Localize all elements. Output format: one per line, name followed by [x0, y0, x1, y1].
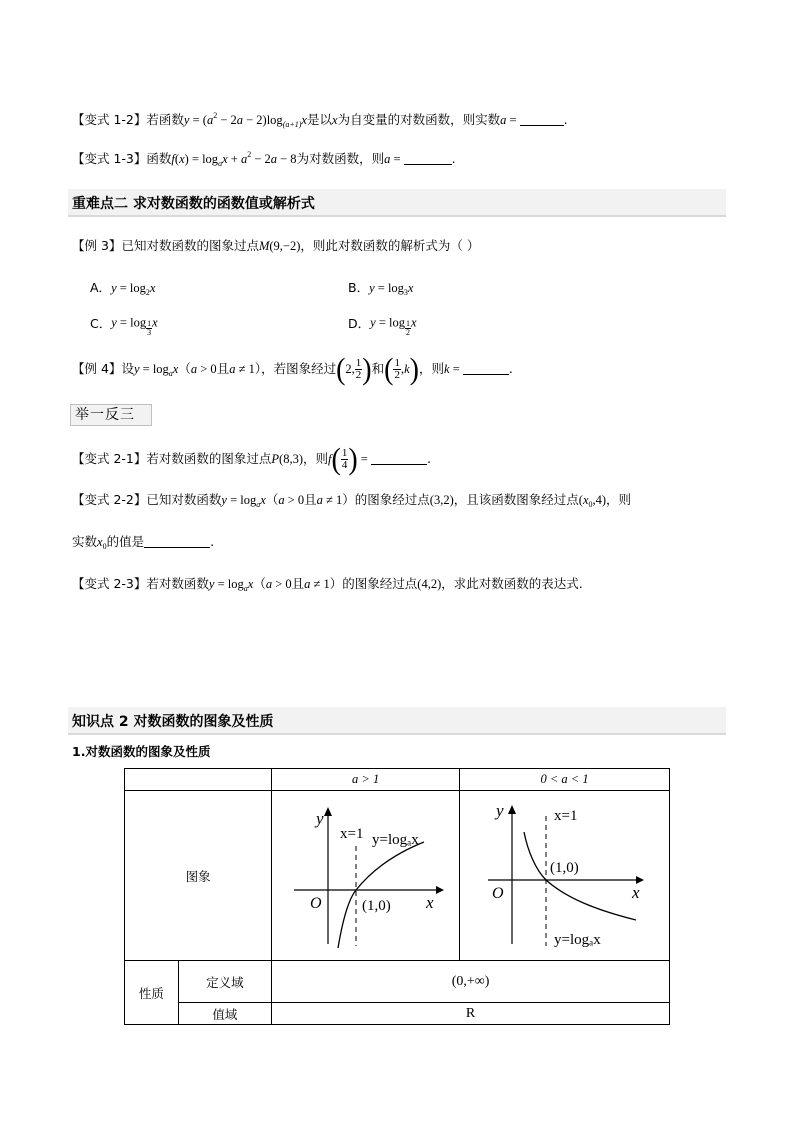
y-axis-label: y	[495, 801, 504, 820]
x-axis-label: x	[631, 883, 640, 902]
domain-value: (0,+∞)	[272, 961, 670, 1003]
col-header-a-lt-1: 0 < a < 1	[460, 769, 670, 791]
variant-2-2-line2: 实数$x_0$的值是 .	[72, 534, 215, 551]
log-graph-decreasing	[470, 794, 660, 954]
log-graph-increasing	[276, 794, 456, 954]
x-axis-arrow	[436, 886, 444, 894]
line-label: x=1	[553, 808, 578, 824]
graph-cell-a-gt-1	[272, 791, 460, 961]
example-3: 【例 3】已知对数函数的图象过点M(9,−2)，则此对数函数的解析式为（ ）	[72, 238, 480, 253]
properties-table	[124, 768, 670, 1025]
variant-1-2: 【变式 1-2】若函数$y = (a^2 - 2a - 2)\log_{(a+1)}x$是以x为自变量的对数函数，则实数a = .	[72, 111, 568, 129]
y-axis-arrow	[508, 805, 516, 814]
row-header-properties: 性质	[125, 961, 179, 1025]
point-label: (1,0)	[549, 860, 579, 876]
log-curve	[338, 842, 424, 948]
range-value: R	[272, 1003, 670, 1025]
practice-header	[70, 404, 152, 426]
variant-label: 【变式 2-3】	[72, 576, 147, 591]
answer-blank	[463, 362, 509, 375]
practice-title: 举一反三	[75, 407, 135, 423]
x-axis-label: x	[425, 893, 434, 912]
section-title: 重难点二 求对数函数的函数值或解析式	[72, 196, 315, 212]
option-a[interactable]: A．$y = \log_2x$	[90, 280, 156, 297]
subsection-title: 1.对数函数的图象及性质	[72, 744, 211, 759]
row-header-graph: 图象	[125, 791, 272, 961]
line-label: x=1	[339, 826, 364, 842]
curve-label: y=logₐx	[553, 932, 601, 948]
variant-label: 【变式 2-1】	[72, 451, 147, 466]
origin-label: O	[309, 895, 322, 912]
section-title: 知识点 2 对数函数的图象及性质	[72, 714, 274, 730]
y-axis-label: y	[315, 809, 324, 828]
curve-label: y=logₐx	[371, 832, 419, 848]
variant-2-3: 【变式 2-3】若对数函数$y = \log_ax(a > 0$且a ≠ 1）的图象经过点(4,2)，求此对数函数的表达式.	[72, 576, 583, 593]
option-c[interactable]: C．y = log $\frac{1}{3}$ x	[90, 315, 158, 337]
section-header	[68, 707, 726, 735]
origin-label: O	[491, 885, 504, 902]
point-label: (1,0)	[361, 898, 391, 914]
variant-label: 【变式 1-3】	[72, 151, 147, 166]
table-corner-cell	[125, 769, 272, 791]
col-header-a-gt-1: a > 1	[272, 769, 460, 791]
range-label: 值域	[178, 1003, 271, 1025]
example-4: 【例 4】设$y = \log_ax(a > 0$且a ≠ 1），若图象经过(2, $\frac{1}{2}$ )和( $\frac{1}{2}$ ,k)，则k = .	[72, 351, 513, 386]
variant-1-3: 【变式 1-3】函数$f(x) = \log_ax + a^2 - 2a - 8$为对数函数，则a = .	[72, 150, 456, 168]
variant-label: 【变式 1-2】	[72, 112, 147, 127]
variant-2-2: 【变式 2-2】已知对数函数$y = \log_ax(a > 0$且a ≠ 1）的图象经过点(3,2)，且该函数图象经过点$(x_0,4)$，则	[72, 492, 632, 509]
section-header	[68, 189, 726, 217]
answer-blank	[144, 535, 210, 548]
answer-blank	[520, 113, 564, 126]
graph-cell-a-lt-1	[460, 791, 670, 961]
domain-label: 定义域	[178, 961, 271, 1003]
example-label: 【例 4】	[72, 361, 122, 376]
answer-blank	[371, 452, 427, 465]
option-d[interactable]: D．y = log $\frac{1}{2}$ x	[348, 315, 417, 337]
log-curve	[524, 832, 636, 920]
option-b[interactable]: B．$y = \log_3x$	[348, 280, 414, 297]
answer-blank	[404, 152, 452, 165]
y-axis-arrow	[324, 807, 332, 816]
variant-label: 【变式 2-2】	[72, 492, 147, 507]
variant-2-1: 【变式 2-1】若对数函数的图象过点P(8,3)，则f( $\frac{1}{4}$ ) = .	[72, 441, 431, 476]
example-label: 【例 3】	[72, 238, 122, 253]
